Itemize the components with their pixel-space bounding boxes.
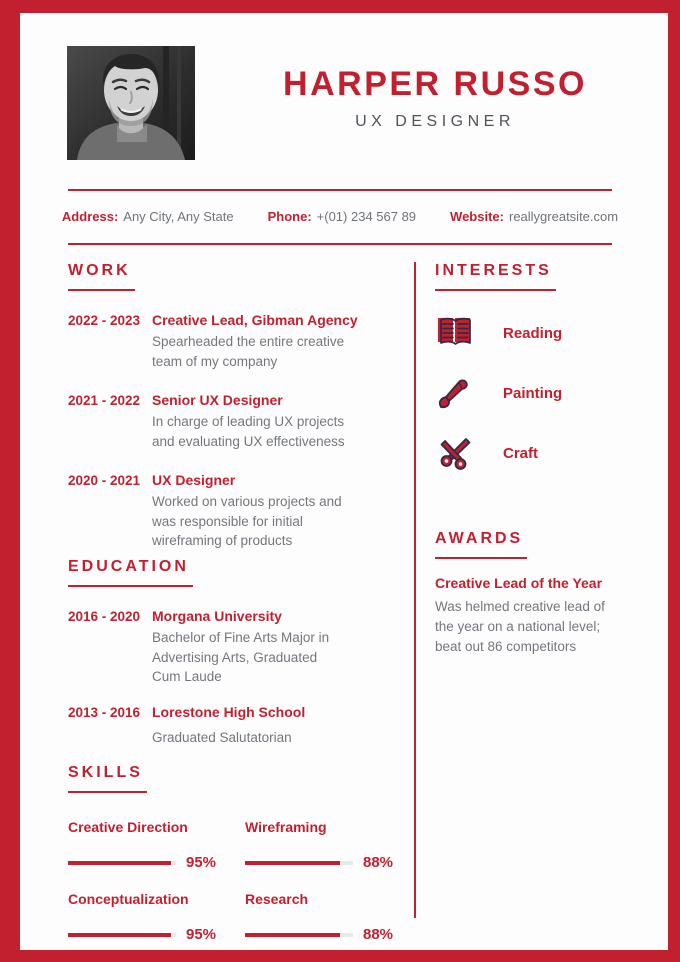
website-label: Website:: [450, 209, 504, 224]
work-period: 2022 - 2023: [68, 313, 141, 328]
skill-item: [68, 819, 245, 871]
skill-bar: [68, 861, 176, 865]
work-description: Worked on various projects and was responsible for initial wireframing of products: [152, 494, 342, 548]
scissors-icon: [435, 434, 475, 472]
bottom-rule: [68, 243, 612, 245]
address-value: Any City, Any State: [123, 209, 234, 224]
education-title: Lorestone High School: [152, 703, 306, 720]
skill-name: Creative Direction: [68, 819, 188, 835]
address-label: Address:: [61, 209, 119, 224]
work-title: Creative Lead, Gibman Agency: [152, 312, 358, 328]
skill-item: [68, 891, 245, 943]
skill-item: [245, 891, 393, 943]
education-description: Bachelor of Fine Arts Major in Advertising Arts, Graduated Cum Laude: [152, 630, 330, 684]
skill-bar: [245, 861, 353, 865]
work-title: Senior UX Designer: [152, 392, 283, 408]
work-entry: [68, 312, 358, 371]
contact-row: [61, 191, 619, 243]
interest-label: Craft: [503, 444, 539, 462]
education-section: [68, 558, 352, 768]
skill-bar-fill: [245, 861, 340, 865]
work-title: UX Designer: [152, 472, 236, 488]
portrait-image: [67, 46, 195, 160]
skills-heading: SKILLS: [68, 764, 147, 793]
profile-photo: [67, 46, 195, 160]
skill-name: Research: [245, 891, 309, 907]
work-entries: [68, 312, 358, 551]
skill-item: [245, 819, 393, 871]
skill-percent: 95%: [186, 854, 217, 871]
skill-bar-fill: [68, 933, 171, 937]
education-entry: [68, 608, 352, 687]
awards-heading: AWARDS: [435, 530, 527, 559]
education-entries: [68, 608, 352, 747]
interest-item: [435, 314, 562, 352]
awards-section: [435, 530, 615, 657]
skill-percent: 88%: [363, 854, 394, 871]
award-entry: [435, 575, 615, 657]
skill-bar-fill: [245, 933, 340, 937]
interest-label: Painting: [503, 384, 563, 402]
phone-value: +(01) 234 567 89: [316, 209, 417, 224]
interest-label: Reading: [503, 324, 563, 342]
skill-percent: 88%: [363, 926, 394, 943]
work-period: 2021 - 2022: [68, 393, 141, 408]
job-title: UX DESIGNER: [355, 113, 515, 130]
skills-section: [68, 764, 393, 950]
interests-section: [435, 262, 562, 494]
work-description: In charge of leading UX projects and evaluating UX effectiveness: [152, 414, 345, 449]
education-entry: [68, 704, 352, 748]
education-period: 2013 - 2016: [68, 704, 141, 720]
column-divider: [414, 262, 416, 918]
work-heading: WORK: [68, 262, 135, 291]
skill-percent: 95%: [186, 926, 217, 943]
skill-bar-fill: [68, 861, 171, 865]
education-description: Graduated Salutatorian: [152, 729, 292, 745]
skill-name: Wireframing: [245, 819, 327, 835]
phone-label: Phone:: [267, 209, 312, 224]
award-title: Creative Lead of the Year: [435, 575, 603, 591]
interests-heading: INTERESTS: [435, 262, 556, 291]
work-section: [68, 262, 358, 572]
work-entry: [68, 472, 358, 551]
work-description: Spearheaded the entire creative team of my company: [152, 334, 345, 369]
award-description: Was helmed creative lead of the year on a national level; beat out 86 competitors: [435, 599, 605, 654]
interest-item: [435, 434, 562, 472]
skill-bar: [245, 933, 353, 937]
open-book-icon: [435, 314, 475, 352]
education-period: 2016 - 2020: [68, 609, 141, 624]
interest-item: [435, 374, 562, 412]
paintbrush-icon: [435, 374, 475, 412]
person-name: HARPER RUSSO: [283, 65, 587, 103]
skills-grid: [68, 819, 393, 950]
education-title: Morgana University: [152, 608, 282, 624]
education-heading: EDUCATION: [68, 558, 193, 587]
resume-page: [20, 13, 668, 950]
skill-bar: [68, 933, 176, 937]
work-period: 2020 - 2021: [68, 473, 141, 488]
contact-bar: [61, 189, 619, 245]
header-block: [225, 65, 645, 131]
interest-list: [435, 314, 562, 472]
work-entry: [68, 392, 358, 451]
skill-name: Conceptualization: [68, 891, 189, 907]
website-value: reallygreatsite.com: [508, 209, 619, 224]
